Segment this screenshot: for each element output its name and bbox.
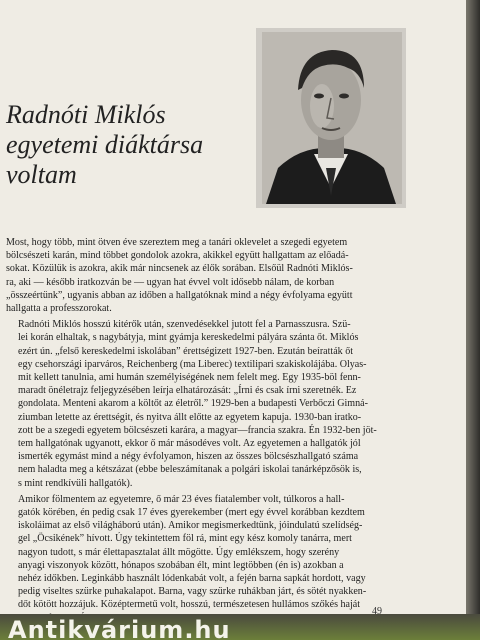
text-line: maradt önéletrajz feljegyzésében leírja elhatározását: „Írni és csak írni szeretnék. Ez [18, 385, 357, 397]
text-line: ismerték egymást mind a négy évfolyamon, hiszen az összes bölcsészhallgató száma [18, 451, 359, 463]
text-line: gel „Öcsikének” hívott. Úgy tekintettem föl rá, mint egy kész komoly tanárra, mert [18, 533, 352, 545]
text-line: Radnóti Miklós hosszú kitérők után, szenvedésekkel jutott fel a Parnasszusra. Szü- [18, 319, 351, 331]
portrait-photo [256, 28, 406, 208]
portrait-image [256, 28, 406, 208]
paragraph [6, 318, 460, 490]
text-line: anyagi viszonyok között, hónapos szobában élt, mint legtöbben (én is) azokban a [18, 559, 344, 571]
next-page-heading: Antikvárium.hu [8, 616, 231, 640]
text-line: dőt kötött hozzájuk. Középtermetű volt, hosszú, természetesen hullámos szőkés haját [18, 599, 361, 611]
text-line: nem haladta meg a kétszázat (ebbe beleszámítanak a polgári iskolai tanárképzősök is, [18, 464, 362, 476]
text-line: nagyon tudott, s már élettapasztalat állt mögötte. Úgy emlékszem, hogy szerény [18, 546, 340, 558]
text-line: nehéz időkben. Leginkább használt lódenkabát volt, a fején barna sapkát hordott, vagy [18, 573, 366, 585]
paragraph [6, 236, 460, 315]
text-line: gatók körében, én pedig csak 17 éves gyerekember (mert egy évvel korábban kezdtem [18, 507, 365, 519]
text-line: ziumban letette az érettségit, és nyitva állt előtte az egyetem kapuja. 1930-ban iratko- [18, 411, 362, 423]
title-line: voltam [6, 160, 77, 189]
article-title [6, 100, 246, 190]
text-line: bölcsészeti karán, mind többet gondolok azokra, akikkel együtt hallgattam az előadá- [6, 250, 349, 262]
text-line: sokat. Közülük is azokra, akik már nincsenek az élők sorában. Elsőül Radnóti Miklós- [6, 263, 353, 275]
text-line: Most, hogy több, mint ötven éve szereztem meg a tanári oklevelet a szegedi egyetem [6, 237, 348, 248]
text-line: Amikor fölmentem az egyetemre, ő már 23 éves fiatalember volt, túlkoros a hall- [18, 493, 345, 505]
text-line: mit kellett tanulnia, ami humán személyiségének nem felelt meg. Egy 1935-böl fenn- [18, 372, 361, 384]
text-line: gondolata. Menteni akarom a költőt az életről.” 1929-ben a budapesti Verbőczi Gimná- [18, 398, 368, 410]
text-line: lei korán elhaltak, s nagybátyja, mint gyámja kereskedelmi pályára szánta őt. Miklós [18, 332, 359, 344]
text-line: egy csehországi iparváros, Reichenberg (ma Liberec) textilipari szakiskolájába. Olyas- [18, 358, 367, 370]
page-number: 49 [372, 606, 382, 614]
text-line: pedig viseltes szürke puhakalapot. Barna, vagy szürke ruhákban járt, és sötét nyakken- [18, 586, 367, 598]
next-page-strip [0, 614, 480, 640]
title-line: Radnóti Miklós [6, 100, 166, 129]
text-line: iskoláimat az első világháború után). Amikor megismerkedtünk, jóindulatú szelídség- [18, 520, 363, 532]
text-line: hallgatta a professzorokat. [6, 303, 112, 315]
text-line: „összeértünk”, ugyanis abban az időben a hallgatóknak mind a négy évfolyama együtt [6, 289, 353, 301]
text-line: tem hallgatónak ugyanott, ekkor ő már másodéves volt. Az egyetemen a hallgatók jól [18, 438, 361, 450]
article-body [6, 236, 460, 614]
text-line: ezért ún. „felső kereskedelmi iskolában” érettségizett 1927-ben. Ezután beíratták őt [18, 345, 354, 357]
text-line: ra, aki — később iratkozván be — ugyan hat évvel volt idősebb nálam, de korban [6, 276, 335, 288]
paragraph [6, 493, 460, 614]
page-edge-shadow [466, 0, 480, 640]
text-line: s mint rendkívüli hallgatók). [18, 477, 133, 489]
text-line: zott be a szegedi egyetem bölcsészeti karára, a magyar—francia szakra. Én 1932-ben jöt- [18, 424, 377, 436]
title-line: egyetemi diáktársa [6, 130, 204, 159]
